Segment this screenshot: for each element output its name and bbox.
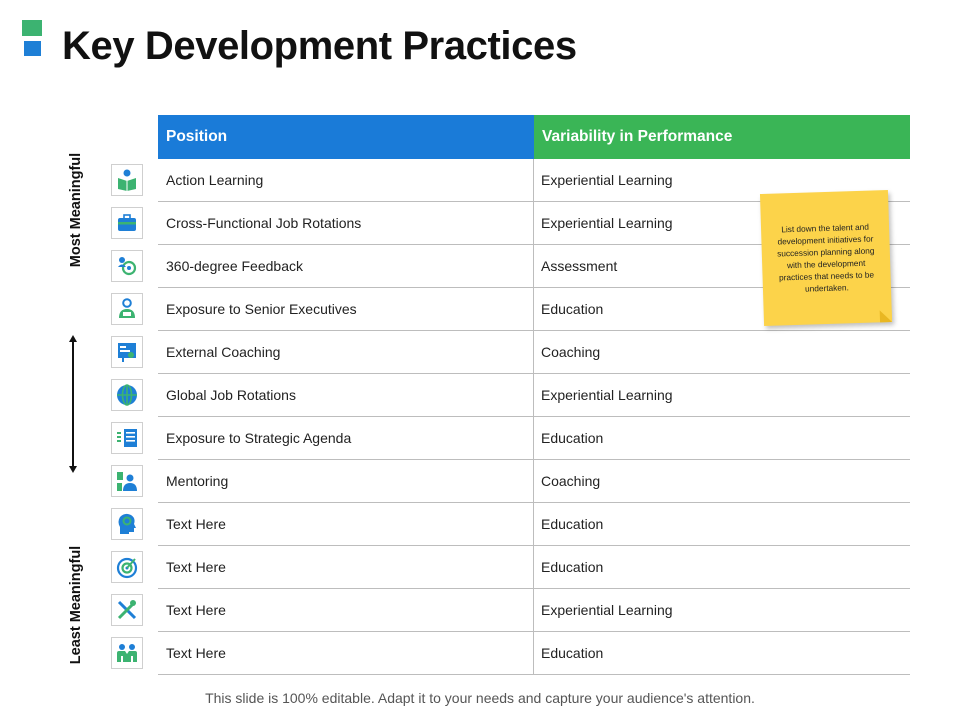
mentoring-icon bbox=[111, 465, 143, 497]
variability-cell: Coaching bbox=[541, 344, 601, 360]
globe-icon bbox=[111, 379, 143, 411]
least-meaningful-text: Least Meaningful bbox=[68, 545, 84, 665]
header-variability: Variability in Performance bbox=[534, 115, 910, 159]
header-position: Position bbox=[158, 115, 534, 159]
reading-person-icon bbox=[111, 164, 143, 196]
logo-green-square bbox=[22, 20, 42, 36]
table-row bbox=[158, 503, 910, 546]
executive-icon bbox=[111, 293, 143, 325]
table-header bbox=[158, 115, 910, 159]
note-curl bbox=[880, 310, 892, 322]
variability-cell: Education bbox=[541, 301, 604, 317]
table-row bbox=[158, 331, 910, 374]
variability-cell: Experiential Learning bbox=[541, 172, 673, 188]
sticky-note-text: List down the talent and development initiatives for succession planning along with the development practices that needs to be undertaken. bbox=[777, 221, 875, 294]
table-row bbox=[158, 589, 910, 632]
scale-arrow-line bbox=[72, 340, 74, 468]
whiteboard-icon bbox=[111, 336, 143, 368]
table-row bbox=[158, 417, 910, 460]
position-cell: External Coaching bbox=[158, 331, 534, 373]
variability-cell: Experiential Learning bbox=[541, 387, 673, 403]
briefcase-icon bbox=[111, 207, 143, 239]
checklist-icon bbox=[111, 422, 143, 454]
arrow-up-icon bbox=[69, 335, 77, 342]
position-cell: Cross-Functional Job Rotations bbox=[158, 202, 534, 244]
position-cell: Text Here bbox=[158, 589, 534, 631]
variability-cell: Education bbox=[541, 430, 604, 446]
target-icon bbox=[111, 551, 143, 583]
logo-blue-square bbox=[24, 41, 41, 56]
feedback-cycle-icon bbox=[111, 250, 143, 282]
most-meaningful-label bbox=[46, 145, 106, 275]
sticky-note bbox=[760, 190, 892, 326]
table-row bbox=[158, 460, 910, 503]
position-cell: Exposure to Senior Executives bbox=[158, 288, 534, 330]
mind-gear-icon bbox=[111, 508, 143, 540]
variability-cell: Education bbox=[541, 645, 604, 661]
position-cell: Global Job Rotations bbox=[158, 374, 534, 416]
variability-cell: Experiential Learning bbox=[541, 215, 673, 231]
position-cell: Action Learning bbox=[158, 159, 534, 201]
footer-text: This slide is 100% editable. Adapt it to your needs and capture your audience's attention. bbox=[205, 690, 755, 706]
position-cell: Text Here bbox=[158, 632, 534, 674]
position-cell: 360-degree Feedback bbox=[158, 245, 534, 287]
page-title: Key Development Practices bbox=[62, 24, 577, 68]
tools-icon bbox=[111, 594, 143, 626]
table-row bbox=[158, 546, 910, 589]
position-cell: Text Here bbox=[158, 503, 534, 545]
variability-cell: Coaching bbox=[541, 473, 601, 489]
most-meaningful-text: Most Meaningful bbox=[68, 152, 85, 268]
variability-cell: Education bbox=[541, 559, 604, 575]
table-row bbox=[158, 632, 910, 675]
variability-cell: Experiential Learning bbox=[541, 602, 673, 618]
position-cell: Mentoring bbox=[158, 460, 534, 502]
least-meaningful-label bbox=[46, 535, 106, 675]
variability-cell: Education bbox=[541, 516, 604, 532]
position-cell: Text Here bbox=[158, 546, 534, 588]
team-icon bbox=[111, 637, 143, 669]
variability-cell: Assessment bbox=[541, 258, 618, 274]
arrow-down-icon bbox=[69, 466, 77, 473]
position-cell: Exposure to Strategic Agenda bbox=[158, 417, 534, 459]
table-row bbox=[158, 374, 910, 417]
